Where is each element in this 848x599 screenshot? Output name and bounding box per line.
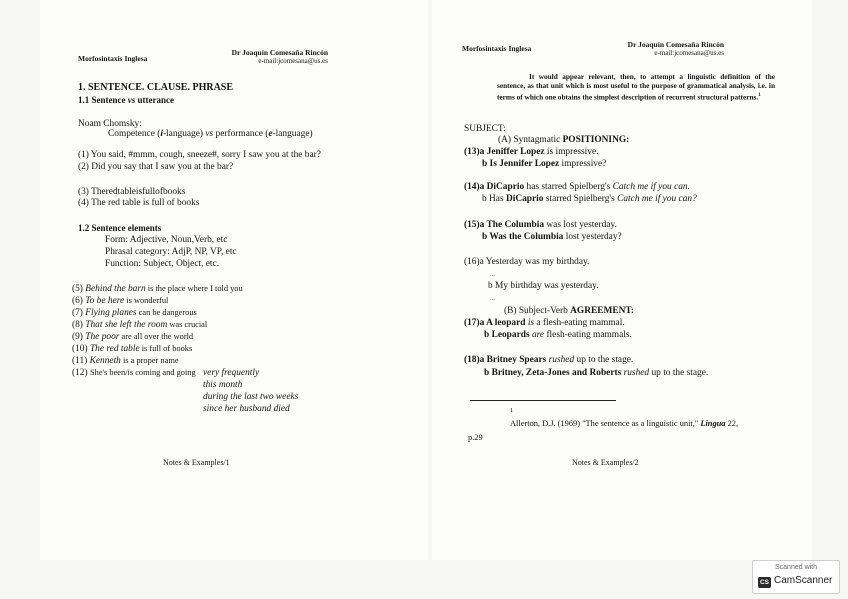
example-13b: b Is Jennifer Lopez impressive?: [482, 159, 607, 169]
camscanner-name: CamScanner: [774, 575, 833, 586]
chomsky-name: Noam Chomsky:: [78, 119, 142, 129]
example-11: (11) Kenneth is a proper name: [72, 356, 179, 366]
example-14b: b Has DiCaprio starred Spielberg's Catch me if you can?: [482, 194, 697, 204]
subsection-2-title: 1.2 Sentence elements: [78, 223, 162, 233]
left-header-email: e-mail:jcomesana@us.es: [258, 57, 328, 65]
right-footer: Notes & Examples/2: [572, 458, 639, 467]
example-2: (2) Did you say that I saw you at the bar?: [78, 162, 234, 172]
footnote-mark: 1: [510, 407, 514, 414]
section-title: 1. SENTENCE. CLAUSE. PHRASE: [78, 82, 234, 93]
example-15a: (15)a The Columbia was lost yesterday.: [464, 220, 617, 230]
example-7: (7) Flying planes can be dangerous: [72, 308, 197, 318]
section-b-title: (B) Subject-Verb AGREEMENT:: [504, 306, 635, 316]
left-header-course: Morfosintaxis Inglesa: [78, 54, 148, 63]
subsection-1-title: 1.1 Sentence vs utterance: [78, 95, 174, 105]
element-function: Function: Subject, Object, etc.: [105, 259, 220, 269]
section-a-title: (A) Syntagmatic POSITIONING:: [498, 135, 630, 145]
camscanner-watermark: [752, 560, 840, 594]
example-12-option: since her husband died: [203, 404, 290, 414]
footnote-rule: [470, 400, 616, 401]
right-header-email: e-mail:jcomesana@us.es: [654, 49, 724, 57]
element-form: Form: Adjective, Noun,Verb, etc: [105, 235, 228, 245]
example-12: (12) She's been/is coming and going: [72, 368, 196, 378]
example-5: (5) Behind the barn is the place where I told you: [72, 284, 243, 294]
example-17a: (17)a A leopard is a flesh-eating mammal.: [464, 318, 625, 328]
example-14a: (14)a DiCaprio has starred Spielberg's Catch me if you can.: [464, 182, 690, 192]
camscanner-logo-icon: CS: [759, 579, 770, 586]
example-16a: (16)a Yesterday was my birthday.: [464, 257, 590, 267]
example-9: (9) The poor are all over the world: [72, 332, 194, 342]
footnote-page: p.29: [468, 433, 483, 442]
example-15b: b Was the Columbia lost yesterday?: [482, 232, 622, 242]
example-18a: (18)a Britney Spears rushed up to the stage.: [464, 355, 634, 365]
ellipsis: ...: [490, 295, 495, 302]
scanned-with-label: Scanned with: [774, 564, 818, 571]
example-13a: (13)a Jeniffer Lopez is impressive.: [464, 147, 599, 157]
footnote-text: Allerton, D.J. (1969) "The sentence as a linguistic unit," Lingua 22,: [510, 419, 739, 428]
example-1: (1) You said, #mmm, cough, sneeze#, sorry I saw you at the bar?: [78, 150, 321, 160]
ellipsis: ...: [490, 271, 495, 278]
example-18b: b Britney, Zeta-Jones and Roberts rushed up to the stage.: [484, 368, 709, 378]
left-header-author: Dr Joaquín Comesaña Rincón: [231, 48, 328, 57]
example-12-option: very frequently: [203, 368, 260, 378]
example-4: (4) The red table is full of books: [78, 198, 200, 208]
example-12-option: during the last two weeks: [203, 392, 299, 402]
subject-label: SUBJECT:: [464, 124, 506, 134]
right-header-course: Morfosintaxis Inglesa: [462, 44, 532, 53]
example-12-option: this month: [203, 380, 243, 390]
example-3: (3) Theredtableisfullofbooks: [78, 187, 186, 197]
right-header-author: Dr Joaquín Comesaña Rincón: [627, 40, 724, 49]
example-16b: b My birthday was yesterday.: [488, 281, 599, 291]
example-8: (8) That she left the room was crucial: [72, 320, 208, 330]
example-6: (6) To be here is wonderful: [72, 296, 169, 306]
allerton-quote: It would appear relevant, then, to attempt a linguistic definition of the sentence, as that unit which is most useful to the purpose of grammatical analysis, i.e. in terms of which one obtains the simplest description of recurrent structural patterns.$^1$: [497, 72, 775, 102]
example-17b: b Leopards are flesh-eating mammals.: [484, 330, 632, 340]
left-footer: Notes & Examples/1: [163, 458, 230, 467]
example-10: (10) The red table is full of books: [72, 344, 193, 354]
competence-line: Competence (i-language) vs performance (e-language): [108, 129, 313, 139]
element-phrasal-category: Phrasal category: AdjP, NP, VP, etc: [105, 247, 237, 257]
